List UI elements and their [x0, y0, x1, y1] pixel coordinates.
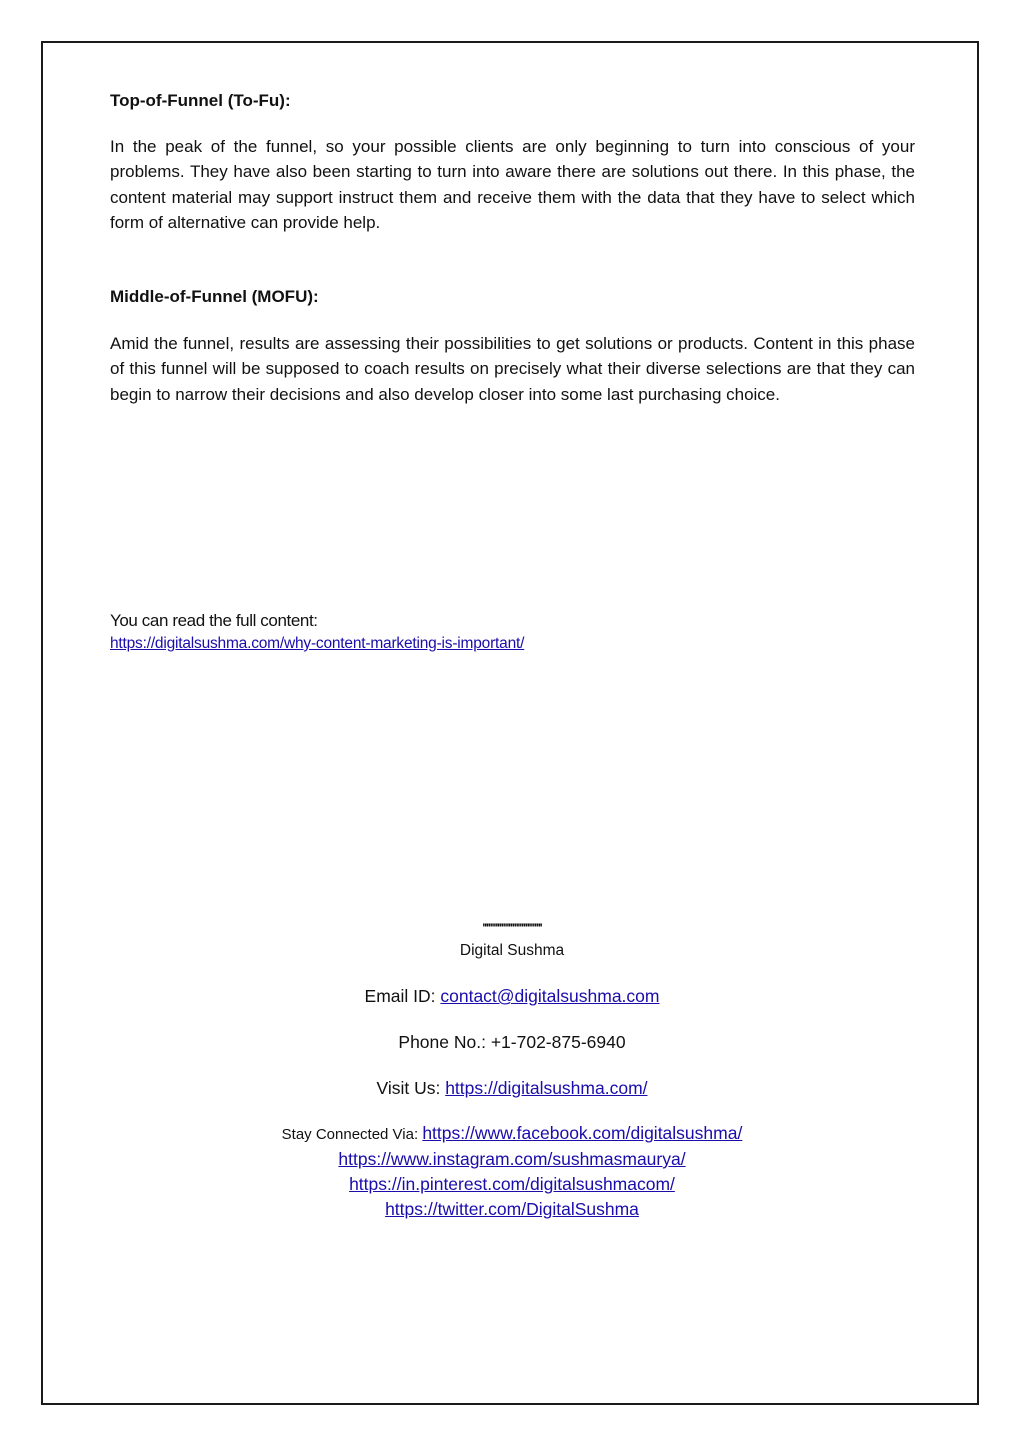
visit-label: Visit Us: [376, 1078, 446, 1098]
email-link[interactable]: contact@digitalsushma.com [440, 986, 660, 1006]
phone-line: Phone No.: +1-702-875-6940 [398, 1032, 626, 1052]
visit-line [41, 1076, 983, 1100]
social-links [41, 1121, 983, 1222]
email-label: Email ID: [364, 986, 441, 1006]
section-heading-mofu: Middle-of-Funnel (MOFU): [110, 287, 319, 306]
separator-marks: '''''''''''''''''''''''''''''''' [482, 921, 542, 935]
pinterest-link[interactable]: https://in.pinterest.com/digitalsushmacom/ [349, 1174, 675, 1194]
read-more-link[interactable]: https://digitalsushma.com/why-content-marketing-is-important/ [110, 635, 525, 652]
twitter-link[interactable]: https://twitter.com/DigitalSushma [385, 1199, 639, 1219]
website-link[interactable]: https://digitalsushma.com/ [445, 1078, 648, 1098]
social-label: Stay Connected Via: [281, 1126, 423, 1143]
brand-name: Digital Sushma [459, 942, 565, 959]
contact-footer [41, 920, 983, 1222]
facebook-link[interactable]: https://www.facebook.com/digitalsushma/ [422, 1123, 743, 1143]
section-heading-tofu: Top-of-Funnel (To-Fu): [110, 91, 291, 110]
instagram-link[interactable]: https://www.instagram.com/sushmasmaurya/ [338, 1149, 686, 1169]
section-paragraph-mofu: Amid the funnel, results are assessing their possibilities to get solutions or products. Content in this phase of this funnel will be supposed to coach results on precisely what their diverse selections are that they can begin to narrow their decisions and also develop closer into some last purchasing choice. [110, 334, 915, 404]
email-line [41, 984, 983, 1008]
read-more-label: You can read the full content: [110, 611, 318, 630]
section-paragraph-tofu: In the peak of the funnel, so your possible clients are only beginning to turn into conscious of your problems. They have also been starting to turn into aware there are solutions out there. In this phase, the content material may support instruct them and receive them with the data that they have to select which form of alternative can provide help. [110, 137, 915, 232]
